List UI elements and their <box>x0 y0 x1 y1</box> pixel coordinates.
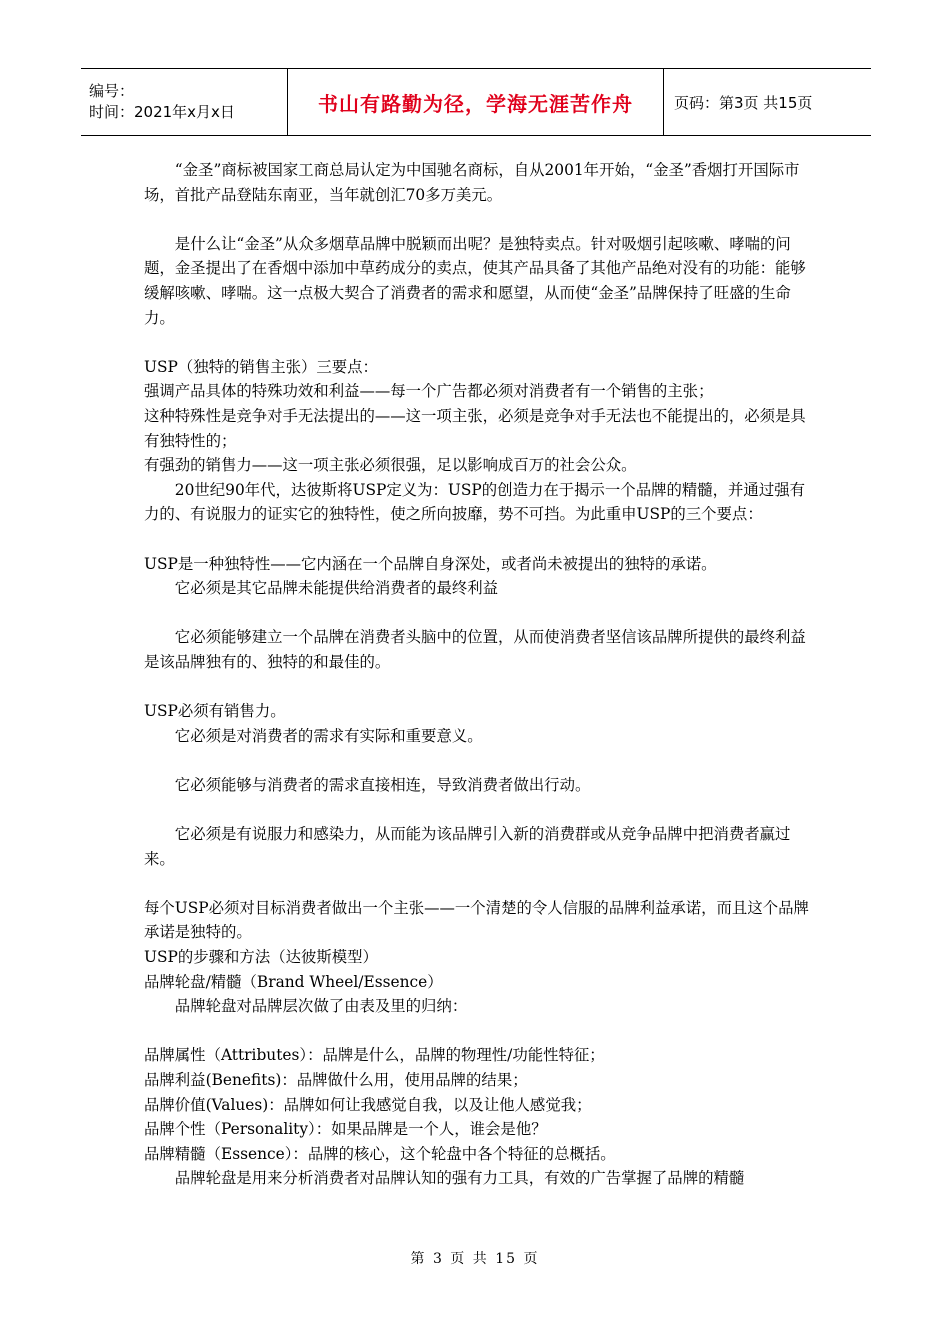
paragraph: 强调产品具体的特殊功效和利益——每一个广告都必须对消费者有一个销售的主张； <box>144 382 714 401</box>
header-motto-cell <box>288 69 664 136</box>
header-motto: 书山有路勤为径，学海无涯苦作舟 <box>318 91 633 116</box>
paragraph-gap <box>144 748 810 773</box>
paragraph: 它必须是有说服力和感染力，从而能为该品牌引入新的消费群或从竞争品牌中把消费者赢过来。 <box>144 825 791 868</box>
paragraph: 品牌个性（Personality）：如果品牌是一个人，谁会是他？ <box>144 1120 547 1139</box>
paragraph: USP的步骤和方法（达彼斯模型） <box>144 948 378 966</box>
paragraph: 它必须能够与消费者的需求直接相连，导致消费者做出行动。 <box>174 775 591 794</box>
paragraph: 这种特殊性是竞争对手无法提出的——这一项主张，必须是竞争对手无法也不能提出的，必须是具有独特性的； <box>144 406 806 450</box>
paragraph-gap <box>144 601 810 626</box>
paragraph: USP必须有销售力。 <box>144 702 286 721</box>
serial-label: 编号： <box>89 82 135 100</box>
paragraph-gap <box>144 797 810 822</box>
paragraph: 它必须能够建立一个品牌在消费者头脑中的位置，从而使消费者坚信该品牌所提供的最终利益是该品牌独有的、独特的和最佳的。 <box>144 628 806 671</box>
page-footer: 第 3 页 共 15 页 <box>410 1251 540 1267</box>
paragraph: 品牌属性（Attributes）：品牌是什么，品牌的物理性/功能性特征； <box>144 1046 605 1065</box>
paragraph: USP是一种独特性——它内涵在一个品牌自身深处，或者尚未被提出的独特的承诺。 <box>144 554 717 573</box>
paragraph: “金圣”商标被国家工商总局认定为中国驰名商标，自从2001年开始，“金圣”香烟打开国际市场，首批产品登陆东南亚，当年就创汇70多万美元。 <box>144 161 800 204</box>
header-left-cell <box>81 69 288 136</box>
paragraph: 品牌轮盘/精髓（Brand Wheel/Essence） <box>144 972 443 991</box>
paragraph-gap <box>144 674 810 699</box>
paragraph: 每个USP必须对目标消费者做出一个主张——一个清楚的令人信服的品牌利益承诺，而且这个品牌承诺是独特的。 <box>144 898 809 942</box>
paragraph: 品牌精髓（Essence）：品牌的核心，这个轮盘中各个特征的总概括。 <box>144 1144 616 1163</box>
paragraph: 它必须是其它品牌未能提供给消费者的最终利益 <box>174 579 499 598</box>
header-page-info: 页码：第3页 共15页 <box>664 69 872 136</box>
paragraph: 有强劲的销售力——这一项主张必须很强，足以影响成百万的社会公众。 <box>144 456 637 475</box>
paragraph-gap <box>144 1019 810 1044</box>
paragraph-gap <box>144 207 810 232</box>
document-body <box>144 158 810 1191</box>
paragraph: 品牌轮盘对品牌层次做了由表及里的归纳： <box>174 997 468 1016</box>
paragraph: USP（独特的销售主张）三要点： <box>144 357 378 376</box>
paragraph: 品牌利益(Benefits)：品牌做什么用，使用品牌的结果； <box>144 1070 528 1089</box>
header-table <box>81 68 871 136</box>
paragraph-gap <box>144 330 810 355</box>
paragraph-gap <box>144 871 810 896</box>
paragraph-gap <box>144 527 810 552</box>
paragraph: 品牌轮盘是用来分析消费者对品牌认知的强有力工具，有效的广告掌握了品牌的精髓 <box>174 1169 745 1188</box>
paragraph: 品牌价值(Values)：品牌如何让我感觉自我，以及让他人感觉我； <box>144 1095 592 1114</box>
date-label: 时间：2021年x月x日 <box>89 103 235 121</box>
paragraph: 它必须是对消费者的需求有实际和重要意义。 <box>174 726 483 745</box>
paragraph: 20世纪90年代，达彼斯将USP定义为：USP的创造力在于揭示一个品牌的精髓，并通过强有力的、有说服力的证实它的独特性，使之所向披靡，势不可挡。为此重申USP的三个要点： <box>144 480 805 524</box>
paragraph: 是什么让“金圣”从众多烟草品牌中脱颖而出呢？是独特卖点。针对吸烟引起咳嗽、哮喘的问题，金圣提出了在香烟中添加中草药成分的卖点，使其产品具备了其他产品绝对没有的功能：能够缓解咳嗽、哮喘。这一点极大契合了消费者的需求和愿望，从而使“金圣”品牌保持了旺盛的生命力。 <box>144 234 806 327</box>
